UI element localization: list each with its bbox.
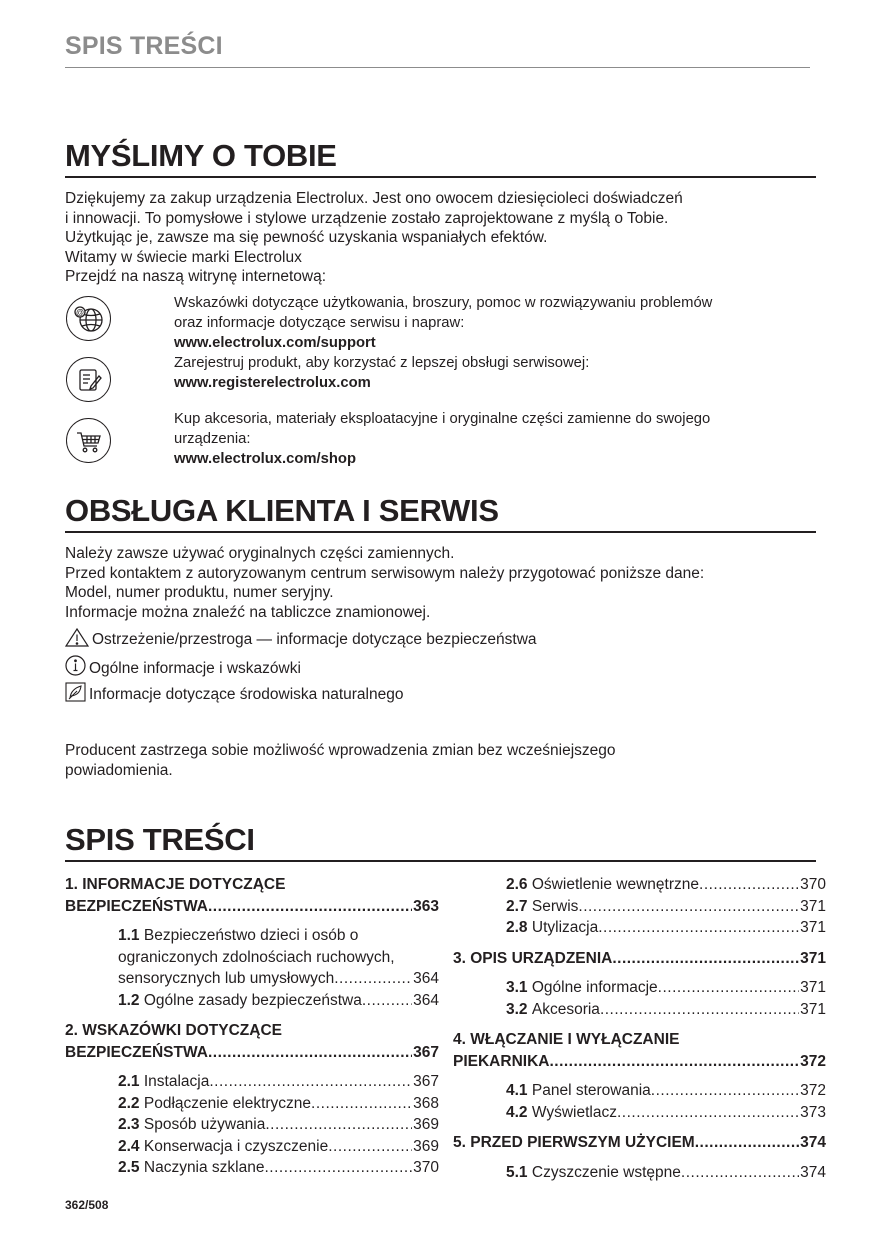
toc-chapter-4[interactable]	[453, 1051, 826, 1073]
toc-entry-3-1[interactable]	[506, 977, 826, 999]
toc-title: Czyszczenie wstępne	[531, 1163, 681, 1181]
toc-page: 368	[413, 1094, 439, 1112]
toc-entry-2-5[interactable]	[118, 1157, 439, 1179]
register-text: Zarejestruj produkt, aby korzystać z lepszej obsługi serwisowej:	[174, 355, 590, 371]
toc-entry-1-1[interactable]	[118, 968, 439, 990]
toc-num: 3.2	[506, 1000, 528, 1018]
toc-entry-text: ograniczonych zdolnościach ruchowych,	[118, 948, 395, 966]
toc-page: 369	[413, 1116, 439, 1133]
toc-title: Naczynia szklane	[143, 1159, 265, 1176]
toc-title: Podłączenie elektryczne	[143, 1094, 312, 1112]
toc-entry-2-3[interactable]	[118, 1114, 439, 1136]
svg-text:@: @	[75, 307, 84, 317]
toc-num: 2.4	[118, 1137, 140, 1155]
service-line: Przed kontaktem z autoryzowanym centrum serwisowym należy przygotować poniższe dane:	[65, 564, 705, 582]
service-line: Należy zawsze używać oryginalnych części zamiennych.	[65, 545, 455, 562]
running-header-title: SPIS TREŚCI	[65, 32, 223, 60]
toc-title: Ogólne zasady bezpieczeństwa	[143, 991, 362, 1009]
support-text: oraz informacje dotyczące serwisu i napraw:	[174, 315, 465, 331]
toc-chapter-1[interactable]	[65, 896, 439, 918]
toc-chapter-title: BEZPIECZEŃSTWA	[65, 897, 208, 915]
toc-page: 364	[413, 970, 439, 987]
service-text	[65, 544, 825, 622]
toc-chapter-title: 5. PRZED PIERWSZYM UŻYCIEM	[453, 1134, 695, 1151]
header-divider	[65, 67, 810, 68]
toc-chapter-2[interactable]	[65, 1042, 439, 1064]
toc-column-left	[65, 874, 439, 1179]
notice-line: powiadomienia.	[65, 761, 173, 779]
toc-num: 2.5	[118, 1159, 140, 1176]
toc-title: Bezpieczeństwo dzieci i osób o	[143, 927, 359, 944]
toc-page: 370	[800, 876, 826, 893]
toc-page: 367	[413, 1073, 439, 1090]
section-heading-myslimy: MYŚLIMY O TOBIE	[65, 138, 337, 173]
toc-entry-2-8[interactable]	[506, 917, 826, 939]
intro-text	[65, 189, 825, 287]
toc-page: 364	[413, 991, 439, 1009]
toc-page: 367	[413, 1043, 439, 1061]
manufacturer-notice	[65, 741, 825, 780]
toc-num: 3.1	[506, 979, 528, 996]
intro-line: Witamy w świecie marki Electrolux	[65, 248, 302, 266]
section-divider	[65, 860, 816, 862]
section-heading-obsluga: OBSŁUGA KLIENTA I SERWIS	[65, 493, 499, 528]
legend-warning-text: Ostrzeżenie/przestroga — informacje dotyczące bezpieczeństwa	[92, 631, 537, 648]
warning-triangle-icon	[65, 628, 89, 653]
toc-entry-2-1[interactable]	[118, 1071, 439, 1093]
toc-chapter-title: 2. WSKAZÓWKI DOTYCZĄCE	[65, 1022, 282, 1039]
toc-page: 371	[800, 949, 826, 967]
service-line: Informacje można znaleźć na tabliczce znamionowej.	[65, 603, 431, 621]
toc-title: Instalacja	[143, 1073, 210, 1090]
legend-info-text: Ogólne informacje i wskazówki	[89, 660, 301, 677]
web-globe-icon	[66, 296, 111, 341]
support-link[interactable]: www.electrolux.com/support	[174, 335, 376, 351]
toc-num: 1.2	[118, 991, 140, 1009]
toc-chapter-title: 1. INFORMACJE DOTYCZĄCE	[65, 876, 286, 893]
toc-entry-2-7[interactable]	[506, 896, 826, 918]
toc-page: 369	[413, 1137, 439, 1155]
section-divider	[65, 176, 816, 178]
notice-line: Producent zastrzega sobie możliwość wprowadzenia zmian bez wcześniejszego	[65, 742, 616, 759]
toc-num: 2.7	[506, 897, 528, 915]
toc-page: 372	[800, 1082, 826, 1099]
toc-title: Ogólne informacje	[531, 979, 658, 996]
toc-page: 371	[800, 897, 826, 915]
toc-entry-4-2[interactable]	[506, 1102, 826, 1124]
toc-chapter-title: BEZPIECZEŃSTWA	[65, 1043, 208, 1061]
register-document-icon	[66, 357, 111, 402]
toc-num: 4.1	[506, 1082, 528, 1099]
service-line: Model, numer produktu, numer seryjny.	[65, 584, 334, 601]
toc-page: 370	[413, 1159, 439, 1176]
toc-title: Panel sterowania	[531, 1082, 651, 1099]
toc-chapter-3[interactable]	[453, 948, 826, 970]
legend-environment	[65, 682, 403, 708]
toc-title: Konserwacja i czyszczenie	[143, 1137, 329, 1155]
shop-link[interactable]: www.electrolux.com/shop	[174, 451, 356, 467]
legend-environment-text: Informacje dotyczące środowiska naturalnego	[89, 686, 404, 703]
toc-title: Akcesoria	[531, 1000, 600, 1018]
toc-title: Utylizacja	[531, 919, 599, 936]
toc-entry-2-4[interactable]	[118, 1136, 439, 1158]
section-heading-spis: SPIS TREŚCI	[65, 822, 255, 857]
info-icon	[65, 655, 86, 682]
support-block	[174, 293, 824, 393]
toc-num: 2.8	[506, 919, 528, 936]
toc-page: 371	[800, 1000, 826, 1018]
legend-warning	[65, 628, 537, 653]
intro-line: i innowacji. To pomysłowe i stylowe urządzenie zostało zaprojektowane z myślą o Tobie.	[65, 209, 669, 227]
toc-num: 2.2	[118, 1094, 140, 1112]
support-text: Wskazówki dotyczące użytkowania, broszury, pomoc w rozwiązywaniu problemów	[174, 295, 713, 311]
toc-page: 374	[800, 1134, 826, 1151]
leaf-environment-icon	[65, 682, 86, 708]
toc-num: 1.1	[118, 927, 140, 944]
toc-entry-3-2[interactable]	[506, 999, 826, 1021]
legend-info	[65, 655, 301, 682]
toc-num: 2.6	[506, 876, 528, 893]
toc-page: 373	[800, 1103, 826, 1121]
shop-text: urządzenia:	[174, 431, 251, 447]
toc-title: Serwis	[531, 897, 579, 915]
intro-line: Użytkując je, zawsze ma się pewność uzyskania wspaniałych efektów.	[65, 229, 548, 246]
toc-title: Oświetlenie wewnętrzne	[531, 876, 700, 893]
toc-page: 372	[800, 1052, 826, 1070]
toc-page: 371	[800, 919, 826, 936]
toc-chapter-title: PIEKARNIKA	[453, 1052, 550, 1070]
toc-entry-text	[118, 925, 439, 947]
register-link[interactable]: www.registerelectrolux.com	[174, 375, 371, 391]
toc-page: 371	[800, 979, 826, 996]
toc-title: Wyświetlacz	[531, 1103, 617, 1121]
page-number: 362/508	[65, 1198, 109, 1212]
toc-entry-1-2[interactable]	[118, 990, 439, 1012]
toc-title: Sposób używania	[143, 1116, 266, 1133]
shop-text: Kup akcesoria, materiały eksploatacyjne i oryginalne części zamienne do swojego	[174, 411, 711, 427]
toc-page: 374	[800, 1163, 826, 1181]
toc-entry-2-2[interactable]	[118, 1093, 439, 1115]
toc-num: 2.3	[118, 1116, 140, 1133]
toc-column-right	[453, 874, 826, 1183]
toc-num: 2.1	[118, 1073, 140, 1090]
intro-line: Przejdź na naszą witrynę internetową:	[65, 268, 327, 285]
toc-chapter-title: 4. WŁĄCZANIE I WYŁĄCZANIE	[453, 1031, 680, 1048]
intro-line: Dziękujemy za zakup urządzenia Electrolux. Jest ono owocem dziesięcioleci doświadczeń	[65, 190, 683, 207]
shop-block	[174, 409, 824, 469]
toc-num: 4.2	[506, 1103, 528, 1121]
toc-page: 363	[413, 897, 439, 915]
toc-num: 5.1	[506, 1163, 528, 1181]
toc-chapter-title: 3. OPIS URZĄDZENIA	[453, 949, 613, 967]
shopping-cart-icon	[66, 418, 111, 463]
toc-entry-2-6[interactable]	[506, 874, 826, 896]
toc-entry-4-1[interactable]	[506, 1080, 826, 1102]
toc-title: sensorycznych lub umysłowych	[118, 970, 335, 987]
toc-entry-5-1[interactable]	[506, 1162, 826, 1184]
toc-chapter-5[interactable]	[453, 1132, 826, 1154]
section-divider	[65, 531, 816, 533]
